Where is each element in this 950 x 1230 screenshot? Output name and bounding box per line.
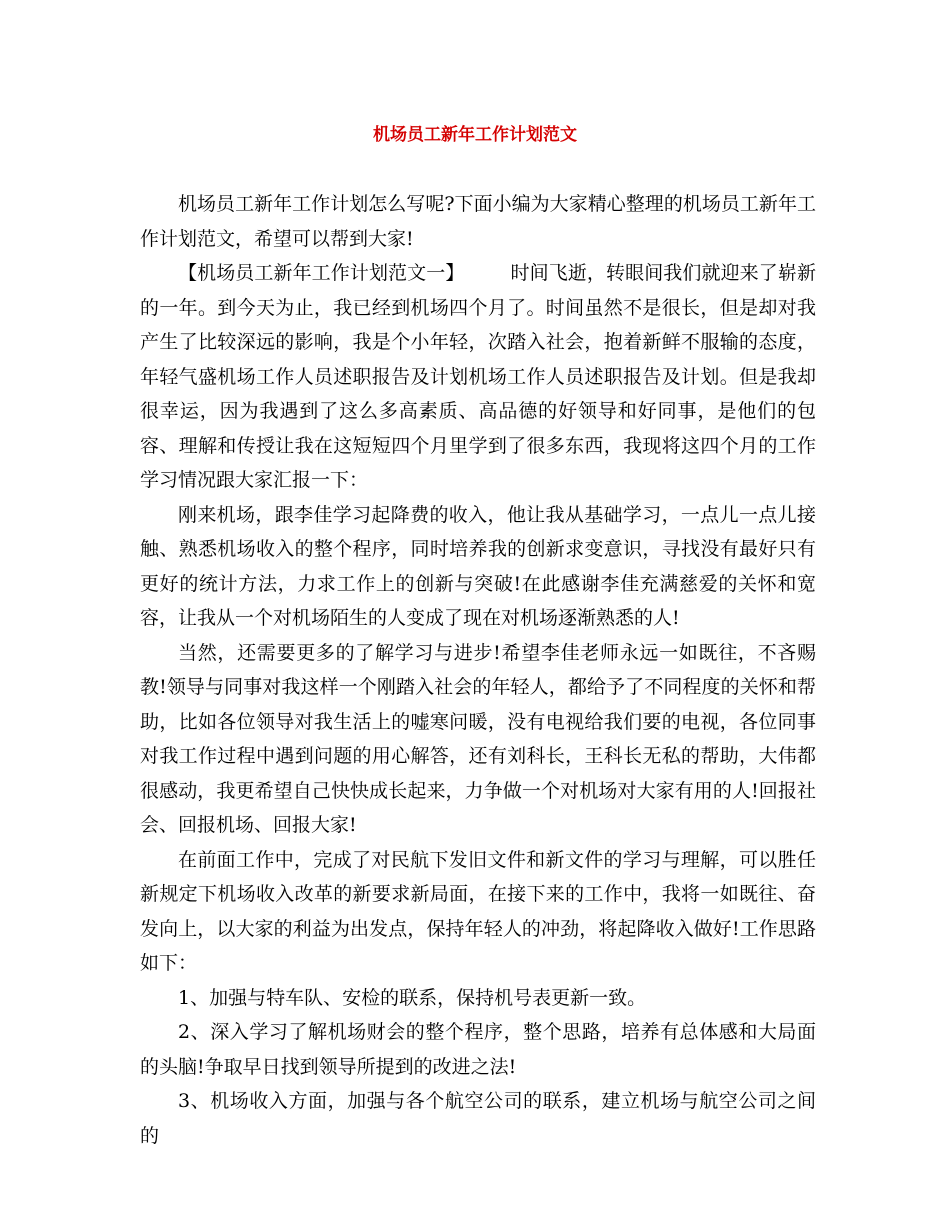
document-body xyxy=(140,187,816,1153)
list-item: 3、机场收入方面，加强与各个航空公司的联系，建立机场与航空公司之间的 xyxy=(140,1090,816,1147)
section-one-heading: 【机场员工新年工作计划范文一】 xyxy=(178,262,465,284)
body-paragraph: 当然，还需要更多的了解学习与进步!希望李佳老师永远一如既往，不吝赐教!领导与同事对我这样一个刚踏入社会的年轻人，都给予了不同程度的关怀和帮助，比如各位领导对我生活上的嘘寒问暖，没有电视给我们要的电视，各位同事对我工作过程中遇到问题的用心解答，还有刘科长，王科长无私的帮助，大伟都很感动，我更希望自己快快成长起来，力争做一个对机场对大家有用的人!回报社会、回报机场、回报大家! xyxy=(140,641,816,836)
body-paragraph: 在前面工作中，完成了对民航下发旧文件和新文件的学习与理解，可以胜任新规定下机场收入改革的新要求新局面，在接下来的工作中，我将一如既往、奋发向上，以大家的利益为出发点，保持年轻人的冲劲，将起降收入做好!工作思路如下： xyxy=(140,848,816,974)
body-paragraph: 刚来机场，跟李佳学习起降费的收入，他让我从基础学习，一点儿一点儿接触、熟悉机场收入的整个程序，同时培养我的创新求变意识，寻找没有最好只有更好的统计方法，力求工作上的创新与突破!在此感谢李佳充满慈爱的关怀和宽容，让我从一个对机场陌生的人变成了现在对机场逐渐熟悉的人! xyxy=(140,503,816,629)
section-one-text: 时间飞逝，转眼间我们就迎来了崭新的一年。到今天为止，我已经到机场四个月了。时间虽然不是很长，但是却对我产生了比较深远的影响，我是个小年轻，次踏入社会，抱着新鲜不服输的态度，年轻气盛机场工作人员述职报告及计划机场工作人员述职报告及计划。但是我却很幸运，因为我遇到了这么多高素质、高品德的好领导和好同事，是他们的包容、理解和传授让我在这短短四个月里学到了很多东西，我现将这四个月的工作学习情况跟大家汇报一下： xyxy=(140,262,816,491)
section-one-paragraph xyxy=(140,256,816,498)
list-item: 1、加强与特车队、安检的联系，保持机号表更新一致。 xyxy=(178,986,647,1009)
intro-paragraph: 机场员工新年工作计划怎么写呢?下面小编为大家精心整理的机场员工新年工作计划范文，希望可以帮到大家! xyxy=(140,193,816,250)
list-item: 2、深入学习了解机场财会的整个程序，整个思路，培养有总体感和大局面的头脑!争取早日找到领导所提到的改进之法! xyxy=(140,1021,816,1078)
document-title: 机场员工新年工作计划范文 xyxy=(373,125,577,145)
